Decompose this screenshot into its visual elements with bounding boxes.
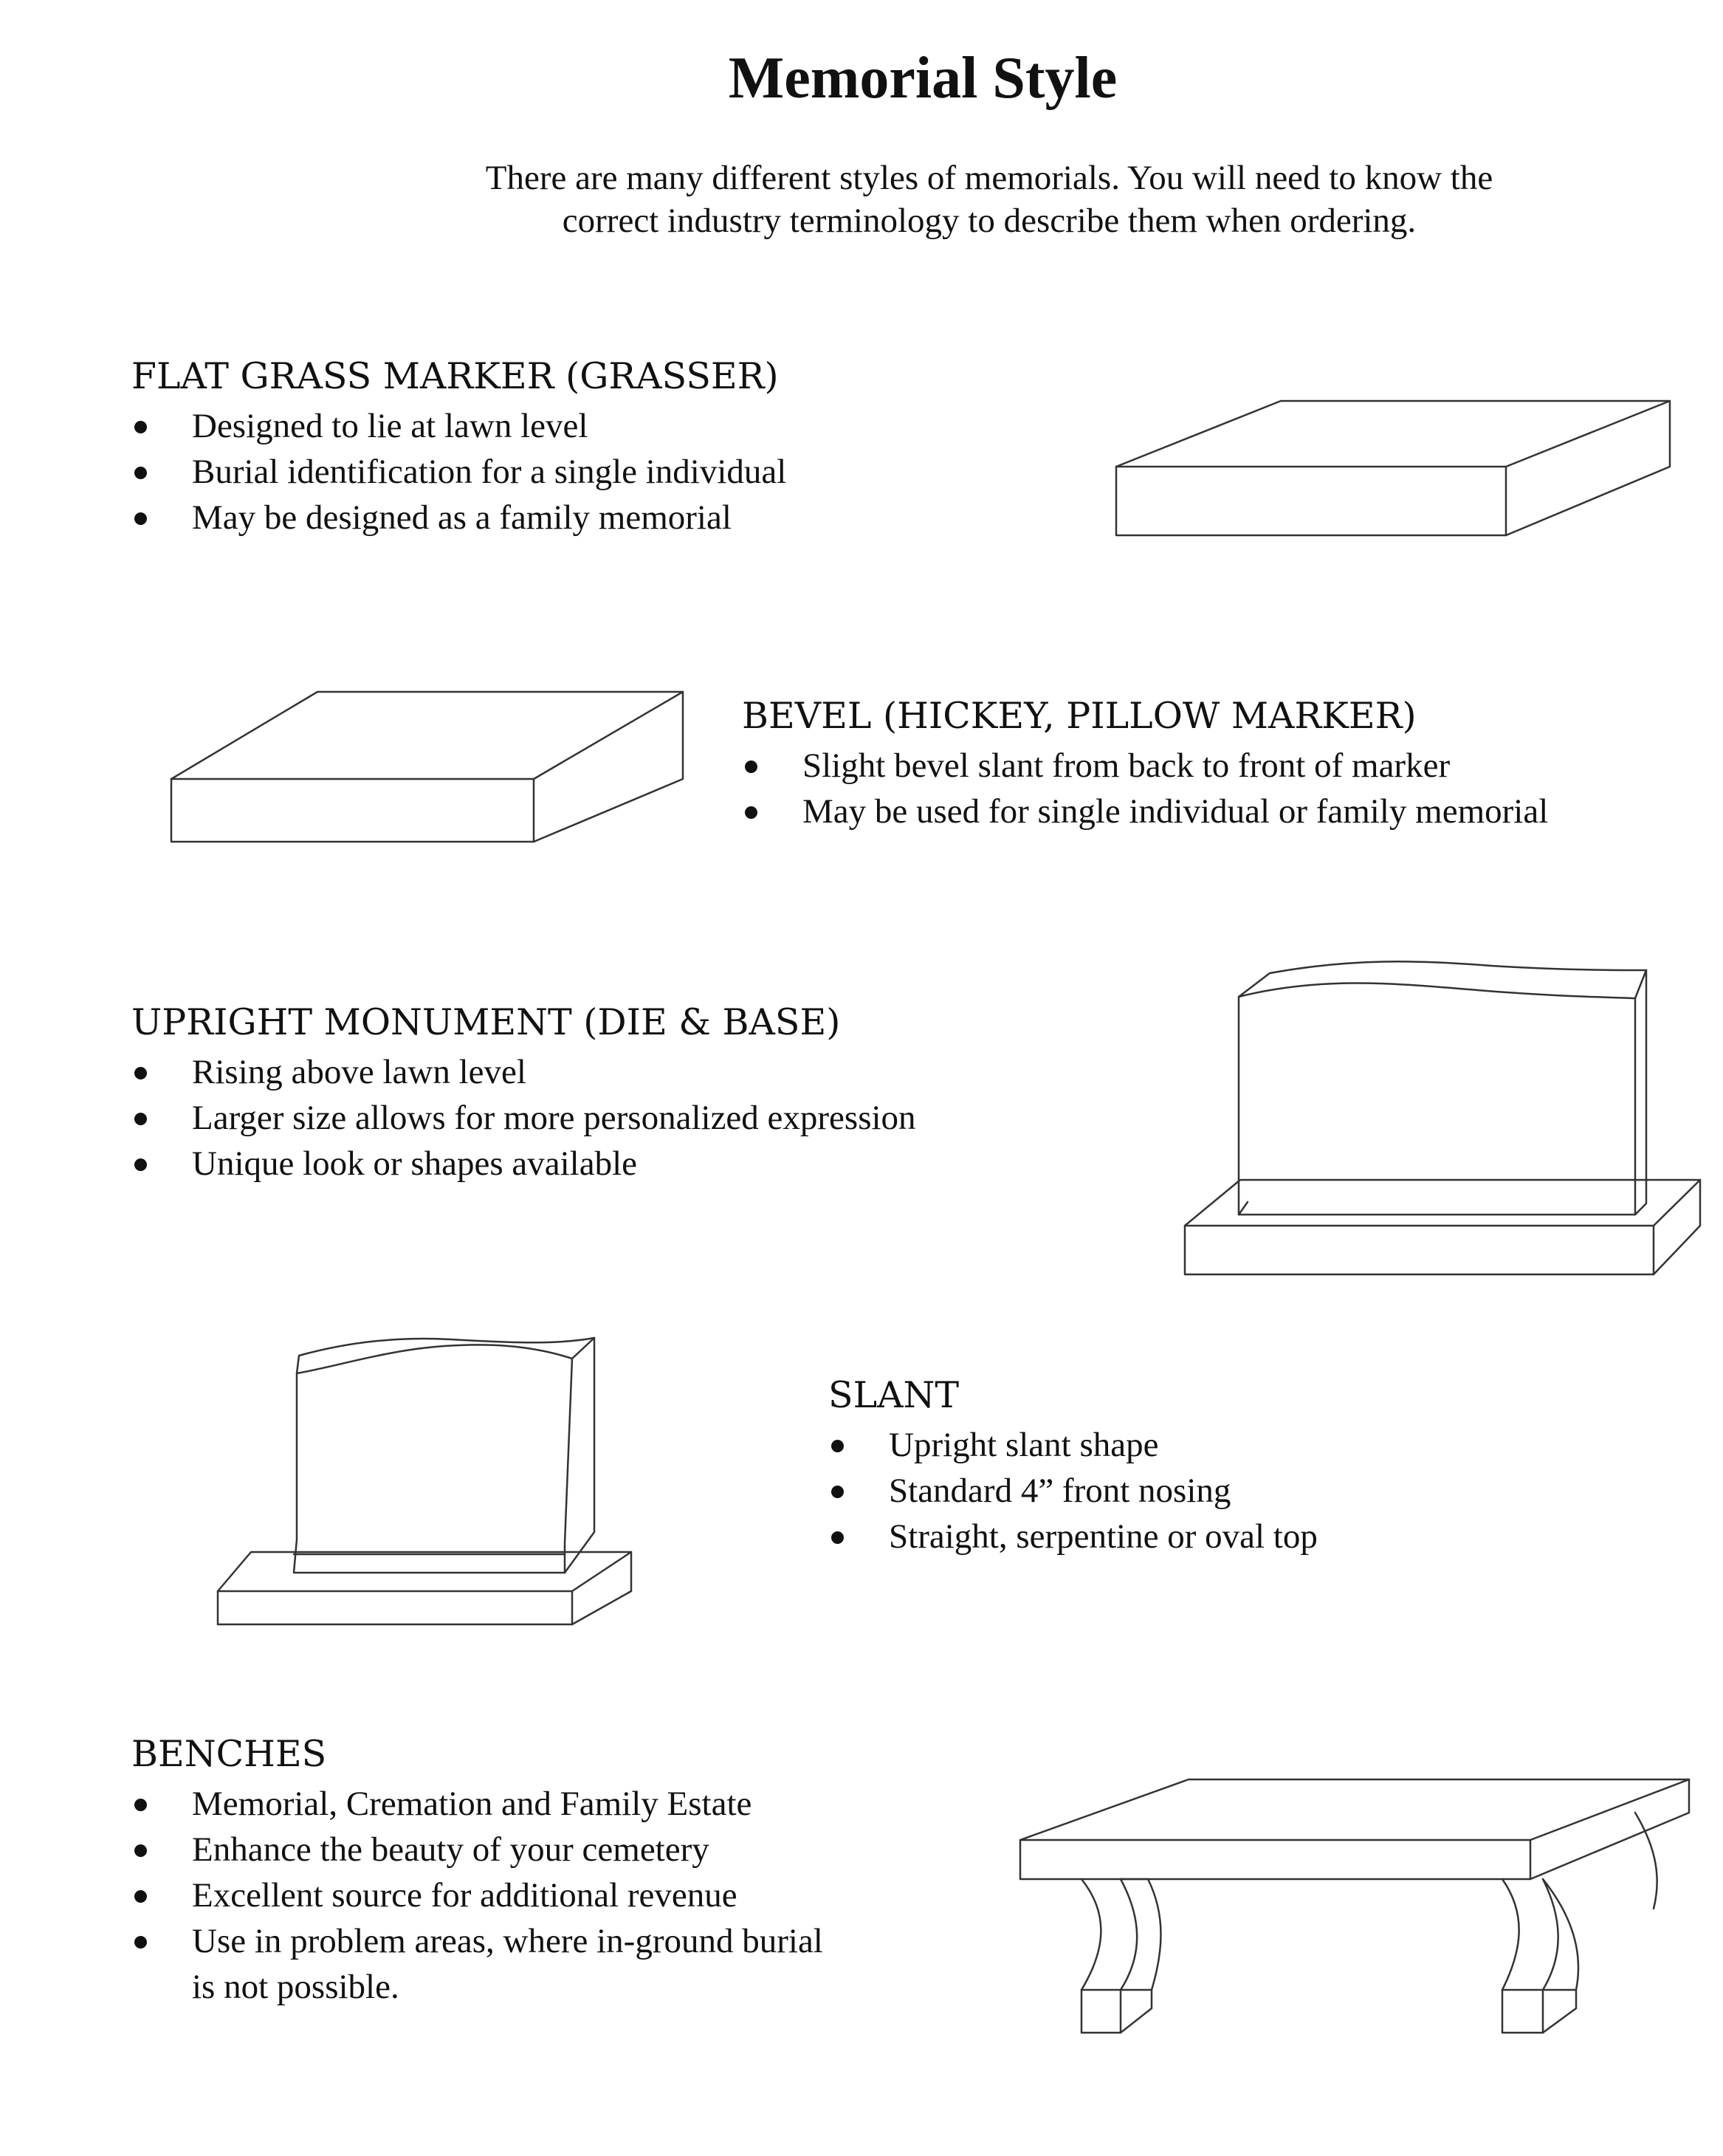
flat-grass-marker-heading: FLAT GRASS MARKER (GRASSER) [131,355,779,397]
bench-drawing-icon [1011,1768,1698,2034]
flat-grass-marker-list [131,403,786,540]
intro-line-1: There are many different styles of memorials. You will need to know the [485,159,1493,197]
list-item: Burial identification for a single individual [131,449,786,495]
upright-monument-heading: UPRIGHT MONUMENT (DIE & BASE) [131,1001,841,1043]
slant-marker-drawing-icon [207,1329,642,1639]
slant-heading: SLANT [828,1374,960,1416]
list-item: Designed to lie at lawn level [131,403,786,449]
benches-continuation: is not possible. [192,1968,399,2006]
benches-list [131,1781,823,1964]
list-item: Memorial, Cremation and Family Estate [131,1781,823,1827]
list-item: Excellent source for additional revenue [131,1872,823,1918]
list-item: Standard 4” front nosing [828,1468,1318,1514]
list-item: Slight bevel slant from back to front of marker [742,743,1548,789]
intro-line-2: correct industry terminology to describe them when ordering. [562,202,1417,240]
bevel-heading: BEVEL (HICKEY, PILLOW MARKER) [742,695,1417,737]
bevel-marker-drawing-icon [162,683,694,853]
upright-monument-drawing-icon [1174,945,1713,1285]
flat-grass-marker-drawing-icon [1107,395,1683,543]
list-item: May be used for single individual or family memorial [742,789,1548,834]
list-item: Use in problem areas, where in-ground burial [131,1918,823,1964]
list-item: Upright slant shape [828,1422,1318,1468]
page-title: Memorial Style [728,46,1118,111]
slant-list [828,1422,1318,1559]
benches-heading: BENCHES [131,1733,327,1775]
intro-paragraph [369,157,1609,242]
upright-monument-list [131,1049,916,1187]
list-item: Unique look or shapes available [131,1141,916,1187]
list-item: Straight, serpentine or oval top [828,1514,1318,1559]
list-item: Rising above lawn level [131,1049,916,1095]
bevel-list [742,743,1548,834]
list-item: Larger size allows for more personalized expression [131,1095,916,1141]
list-item: May be designed as a family memorial [131,495,786,540]
list-item: Enhance the beauty of your cemetery [131,1827,823,1872]
